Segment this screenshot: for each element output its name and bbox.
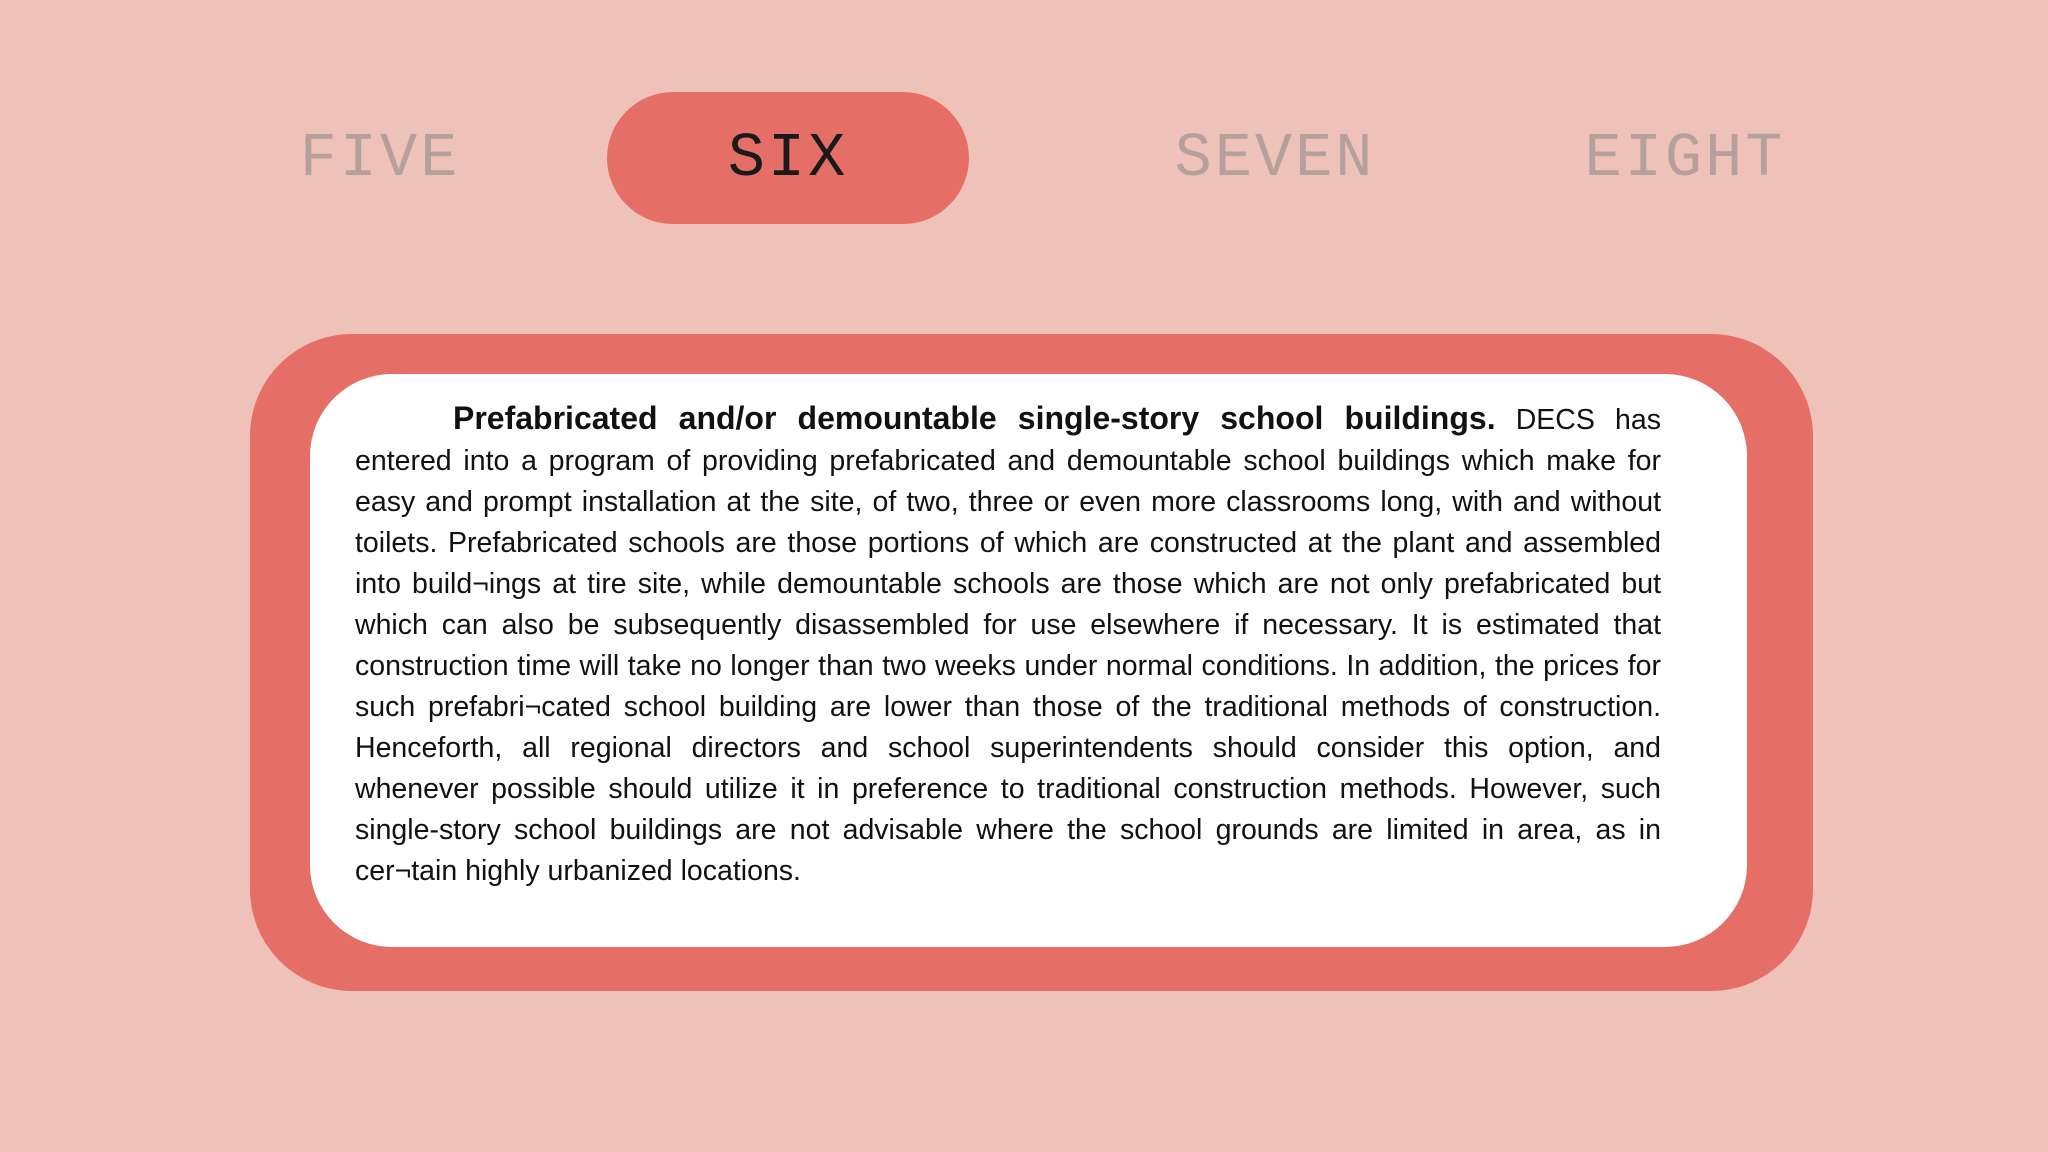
tab-six[interactable]: SIX [607, 92, 969, 224]
tab-eight[interactable]: EIGHT [1584, 122, 1786, 194]
tab-bar [0, 0, 2048, 260]
paragraph-heading: Prefabricated and/or demountable single-story school buildings. [453, 400, 1496, 436]
paragraph-body: DECS has entered into a program of providing prefabricated and demountable school buildings which make for easy and prompt installation at the site, of two, three or even more classrooms long, with and without toilets. Prefabricated schools are those portions of which are constructed at the plant and assembled into build¬ings at tire site, while demountable schools are those which are not only prefabricated but which can also be subsequently disassembled for use elsewhere if necessary. It is estimated that construction time will take no longer than two weeks under normal conditions. In addition, the prices for such prefabri¬cated school building are lower than those of the traditional methods of construction. Henceforth, all regional directors and school superintendents should consider this option, and whenever possible should utilize it in preference to traditional construction methods. However, such single-story school buildings are not advisable where the school grounds are limited in area, as in cer¬tain highly urbanized locations. [355, 404, 1661, 887]
tab-five[interactable]: FIVE [299, 122, 461, 194]
tab-seven[interactable]: SEVEN [1174, 122, 1376, 194]
content-paragraph [355, 398, 1661, 892]
